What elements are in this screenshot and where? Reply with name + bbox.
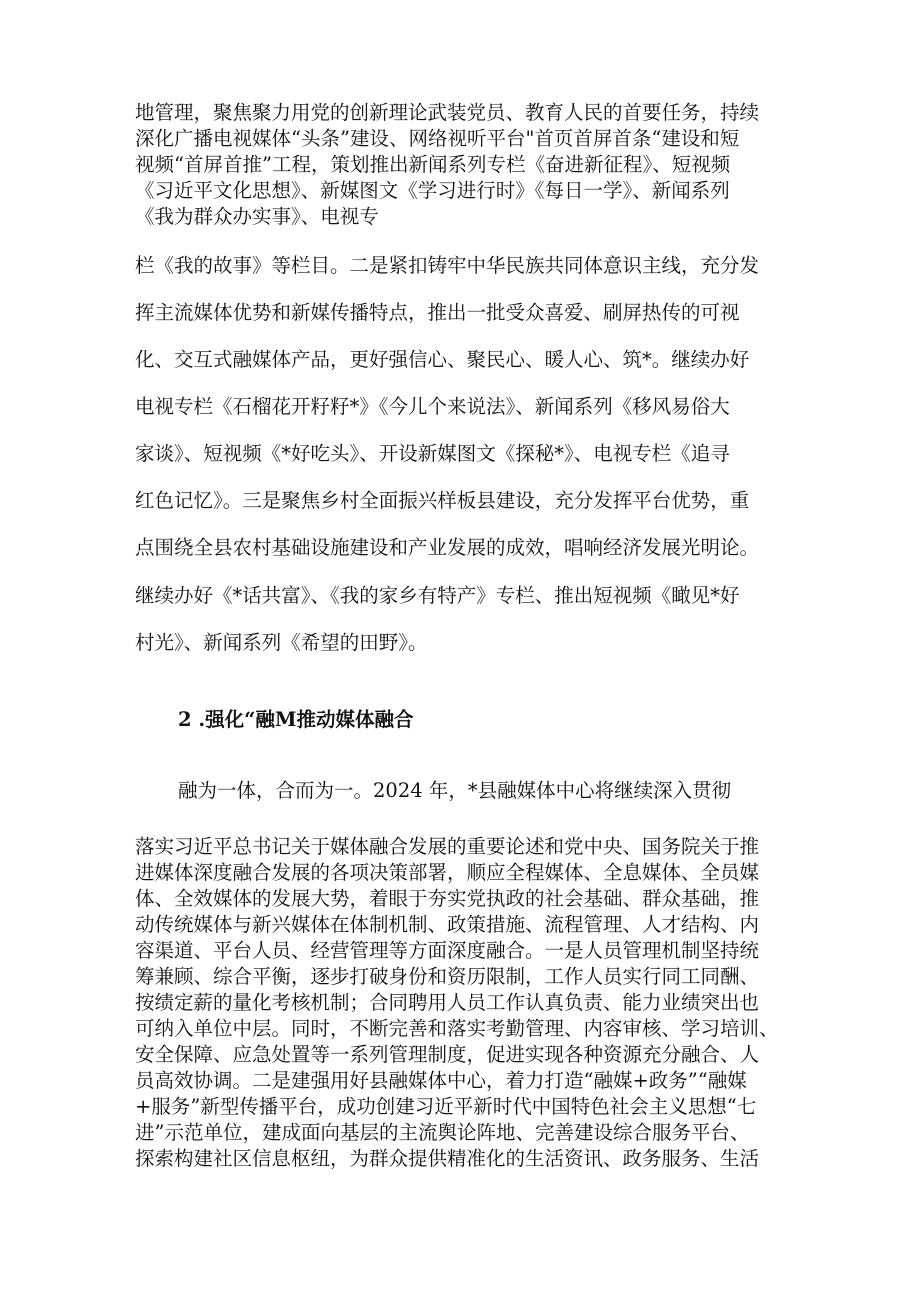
paragraph-line: 按绩定薪的量化考核机制；合同聘用人员工作认真负责、能力业绩突出也: [135, 991, 760, 1014]
paragraph-line: 安全保障、应急处置等一系列管理制度，促进实现各种资源充分融合、人: [135, 1043, 760, 1066]
paragraph-line: +服务”新型传播平台，成功创建习近平新时代中国特色社会主义思想“七: [135, 1095, 757, 1118]
paragraph-line: 体、全效媒体的发展大势，着眼于夯实党执政的社会基础、群众基础，推: [135, 887, 760, 910]
paragraph-line: 筹兼顾、综合平衡，逐步打破身份和资历限制，工作人员实行同工同酬、: [135, 965, 760, 988]
paragraph-line: 探索构建社区信息枢纽，为群众提供精准化的生活资讯、政务服务、生活: [135, 1147, 760, 1170]
section-heading: 2 .强化“融M推动媒体融合: [178, 708, 414, 731]
paragraph-line: 视频“首屏首推”工程，策划推出新闻系列专栏《奋进新征程》、短视频: [135, 153, 731, 176]
paragraph-line: 《我为群众办实事》、电视专: [135, 205, 379, 228]
paragraph-line: 继续办好《*话共富》、《我的家乡有特产》专栏、推出短视频《瞰见*好: [135, 584, 740, 607]
paragraph-line: 进媒体深度融合发展的各项决策部署，顺应全程媒体、全息媒体、全员媒: [135, 861, 760, 884]
paragraph-line: 落实习近平总书记关于媒体融合发展的重要论述和党中央、国务院关于推: [135, 835, 760, 858]
paragraph-line: 员高效协调。二是建强用好县融媒体中心，着力打造“融媒+政务”“融媒: [135, 1069, 747, 1092]
paragraph-line: 电视专栏《石榴花开籽籽*》《今儿个来说法》、新闻系列《移风易俗大: [135, 395, 730, 418]
paragraph-line: 栏《我的故事》等栏目。二是紧扣铸牢中华民族共同体意识主线，充分发: [135, 254, 760, 277]
paragraph-line: 挥主流媒体优势和新媒传播特点，推出一批受众喜爱、刷屏热传的可视: [135, 301, 740, 324]
paragraph-line: 容渠道、平台人员、经营管理等方面深度融合。一是人员管理机制坚持统: [135, 939, 760, 962]
paragraph-line: 点围绕全县农村基础设施建设和产业发展的成效，唱响经济发展光明论。: [135, 536, 760, 559]
paragraph-line: 可纳入单位中层。同时，不断完善和落实考勤管理、内容审核、学习培训、: [135, 1017, 779, 1040]
paragraph-line: 化、交互式融媒体产品，更好强信心、聚民心、暖人心、筑*。继续办好: [135, 348, 750, 371]
paragraph-line: 动传统媒体与新兴媒体在体制机制、政策措施、流程管理、人才结构、内: [135, 913, 760, 936]
paragraph-line: 深化广播电视媒体“头条”建设、网络视听平台"首页首屏首条“建设和短: [135, 127, 740, 150]
paragraph-line: 村光》、新闻系列《希望的田野》。: [135, 631, 428, 654]
paragraph-line: 地管理，聚焦聚力用党的创新理论武装党员、教育人民的首要任务，持续: [135, 101, 760, 124]
paragraph-line: 《习近平文化思想》、新媒图文《学习进行时》《每日一学》、新闻系列: [135, 179, 730, 202]
paragraph-line: 红色记忆》。三是聚焦乡村全面振兴样板县建设，充分发挥平台优势，重: [135, 489, 750, 512]
paragraph-line: 家谈》、短视频《*好吃头》、开设新媒图文《探秘*》、电视专栏《追寻: [135, 442, 730, 465]
paragraph-line: 进”示范单位，建成面向基层的主流舆论阵地、完善建设综合服务平台、: [135, 1121, 750, 1144]
paragraph-line: 融为一体，合而为一。2024 年，*县融媒体中心将继续深入贯彻: [178, 779, 732, 802]
